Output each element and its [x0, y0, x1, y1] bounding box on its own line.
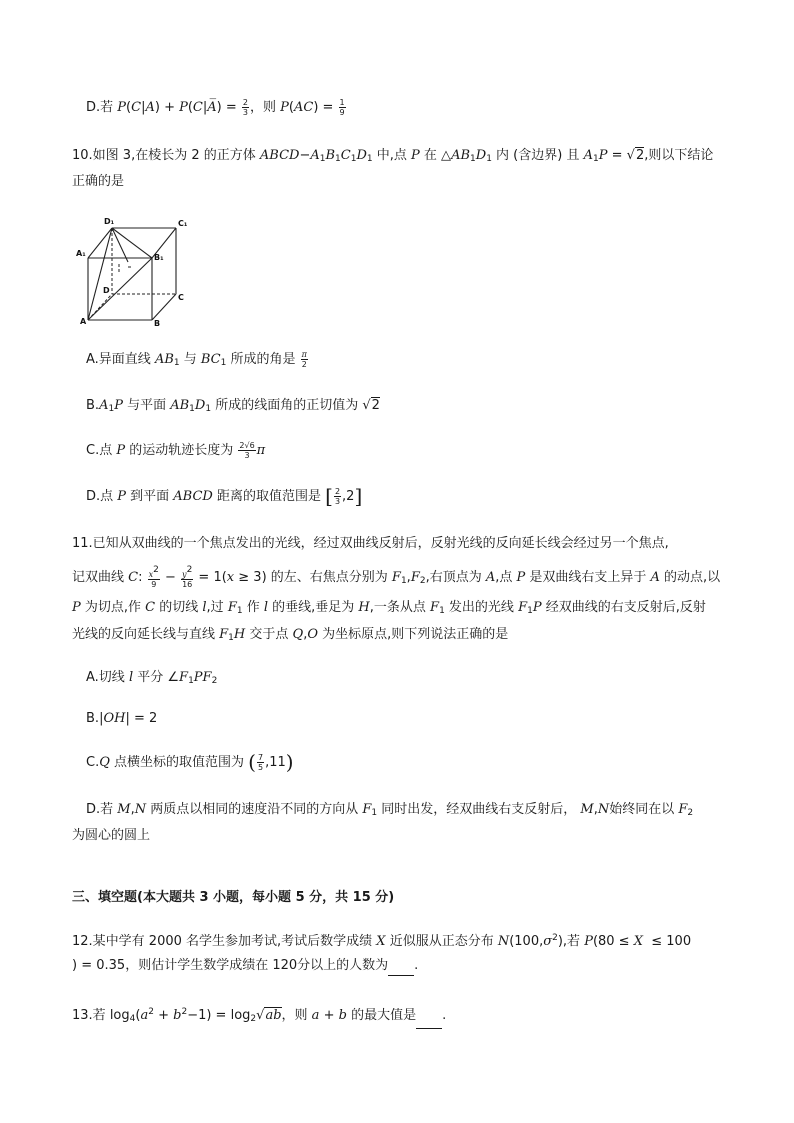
q11-option-d-line2: 为圆心的圆上	[72, 828, 151, 843]
label-c1: C₁	[178, 219, 188, 228]
label-d1: D₁	[104, 217, 115, 226]
cube-figure	[72, 212, 194, 328]
label-d: D	[103, 286, 110, 295]
q10-option-c: C.点 P 的运动轨迹长度为 $\frac{2√6}{3}$ π	[86, 441, 266, 460]
q10-option-a: A.异面直线 $AB_1$ 与 $BC_1$ 所成的角是 $\frac{\pi}{2}$	[86, 350, 307, 369]
q10-stem-line1: 10.如图 3,在棱长为 2 的正方体 $ABCD-A_1B_1C_1D_1$ 中,点 P 在 $\triangle AB_1D_1$ 内 (含边界) 且 $A_1P = √2$,则以下结论	[72, 148, 714, 164]
label-b: B	[154, 319, 161, 328]
q11-option-c: C.Q 点横坐标的取值范围为 ( $\frac{7}{5}$ ,11)	[86, 750, 294, 774]
q11-option-a: A.切线 l 平分 $\angle F_1PF_2$	[86, 670, 218, 686]
q11-option-b: B.|OH| = 2	[86, 711, 158, 726]
q13-answer-blank[interactable]	[416, 1015, 442, 1029]
q11-stem-line4: 光线的反向延长线与直线 $F_1H$ 交于点 Q,O 为坐标原点,则下列说法正确的是	[72, 627, 509, 643]
label-a1: A₁	[76, 249, 86, 258]
q10-option-b: $B.A_1P$ 与平面 $AB_1D_1$ 所成的线面角的正切值为 √2	[86, 398, 380, 414]
label-a: A	[80, 317, 87, 326]
q12-line2: ) = 0.35，则估计学生数学成绩在 120分以上的人数为 .	[72, 956, 418, 976]
section-title: 三、填空题(本大题共 3 小题，每小题 5 分，共 15 分)	[72, 890, 395, 905]
q12-line1: 12.某中学有 2000 名学生参加考试,考试后数学成绩 X 近似服从正态分布 $N(100,\sigma^2)$,若 P(80 ≤ X ≤ 100	[72, 933, 692, 949]
q10-stem-line2: 正确的是	[72, 174, 125, 189]
label-b1: B₁	[154, 253, 164, 262]
q9-option-d: D.若 P(C|A) + P(C|A̅) = $\frac{2}{3}$ ，则 P(AC) = $\frac{1}{9}$	[86, 98, 345, 117]
q11-stem-line1: 11.已知从双曲线的一个焦点发出的光线，经过双曲线反射后，反射光线的反向延长线会经过另一个焦点,	[72, 536, 669, 551]
q11-option-d-line1: D.若 M,N 两质点以相同的速度沿不同的方向从 $F_1$ 同时出发，经双曲线右支反射后， M,N始终同在以 $F_2$	[86, 802, 694, 818]
q13-line: 13.若 $\log_4(a^2 + b^2-1) = \log_2√ab$，则 a + b 的最大值是 .	[72, 1002, 446, 1029]
q12-answer-blank[interactable]	[388, 962, 414, 976]
label-c: C	[178, 293, 184, 302]
q10-option-d: D.点 P 到平面 ABCD 距离的取值范围是 [ $\frac{2}{3}$ ,2]	[86, 484, 363, 508]
q11-stem-line3: P 为切点,作 C 的切线 l,过 $F_1$ 作 l 的垂线,垂足为 H,一条从点 $F_1$ 发出的光线 $F_1P$ 经双曲线的右支反射后,反射	[72, 600, 706, 616]
q11-stem-line2: 记双曲线 C: $\frac{x^2}{9}$ − $\frac{y^2}{16}$ = 1(x ≥ 3) 的左、右焦点分别为 $F_1,F_2$,右顶点为 A,点 P 是双曲线右支上异于 A 的动点,以	[72, 565, 721, 589]
